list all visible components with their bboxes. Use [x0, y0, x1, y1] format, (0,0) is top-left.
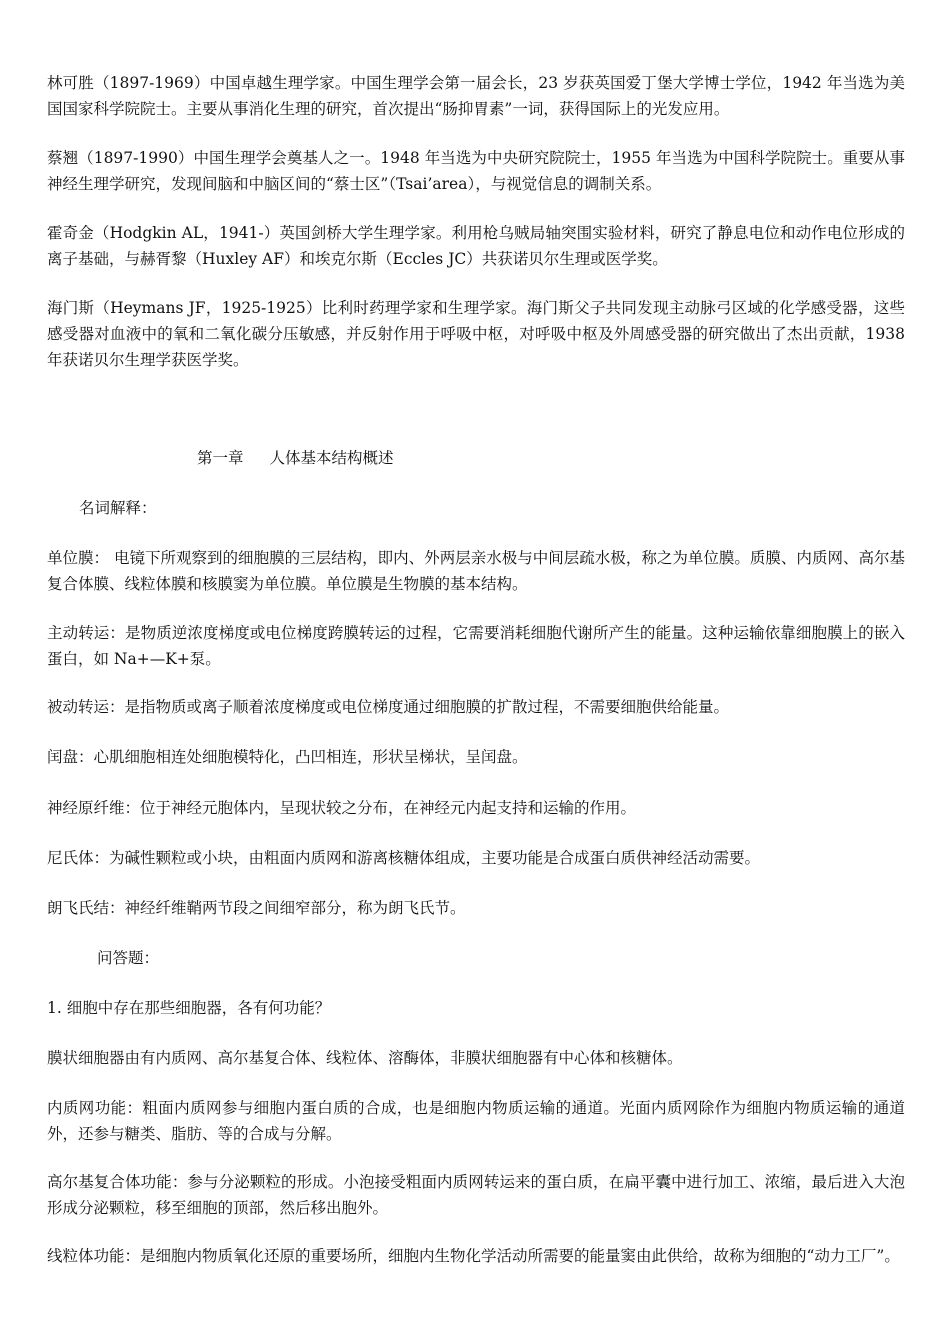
- qa-heading: 问答题：: [97, 949, 160, 967]
- qa-answer-organelles: 膜状细胞器由有内质网、高尔基复合体、线粒体、溶酶体，非膜状细胞器有中心体和核糖体。: [47, 1049, 683, 1067]
- term-unit-membrane: 单位膜： 电镜下所观察到的细胞膜的三层结构，即内、外两层亲水极与中间层疏水极，称之为单位膜。质膜、内质网、高尔基复合体膜、线粒体膜和核膜窦为单位膜。单位膜是生物膜的基本结构。: [47, 549, 905, 593]
- bio-paragraph-lin-kesheng: 林可胜（1897-1969）中国卓越生理学家。中国生理学会第一届会长，23 岁获英国爱丁堡大学博士学位，1942 年当选为美国国家科学院院士。主要从事消化生理的研究，首次提出“肠抑胃素”一词，获得国际上的光发应用。: [47, 74, 905, 118]
- qa-answer-er: 内质网功能：粗面内质网参与细胞内蛋白质的合成，也是细胞内物质运输的通道。光面内质网除作为细胞内物质运输的通道外，还参与糖类、脂肪、等的合成与分解。: [47, 1099, 905, 1143]
- qa-answer-mitochondria: 线粒体功能：是细胞内物质氧化还原的重要场所，细胞内生物化学活动所需要的能量窦由此供给，故称为细胞的“动力工厂”。: [47, 1247, 900, 1265]
- term-passive-transport: 被动转运：是指物质或离子顺着浓度梯度或电位梯度通过细胞膜的扩散过程，不需要细胞供给能量。: [47, 698, 730, 716]
- term-intercalated-disc: 闰盘：心肌细胞相连处细胞模特化，凸凹相连，形状呈梯状，呈闰盘。: [47, 748, 528, 766]
- term-neurofibril: 神经原纤维：位于神经元胞体内，呈现状较之分布，在神经元内起支持和运输的作用。: [47, 799, 637, 817]
- bio-paragraph-cai-qiao: 蔡翘（1897-1990）中国生理学会奠基人之一。1948 年当选为中央研究院院士，1955 年当选为中国科学院院士。重要从事神经生理学研究，发现间脑和中脑区间的“蔡士区”（Tsai’area），与视觉信息的调制关系。: [47, 149, 905, 193]
- bio-paragraph-heymans: 海门斯（Heymans JF，1925-1925）比利时药理学家和生理学家。海门斯父子共同发现主动脉弓区域的化学感受器，这些感受器对血液中的氧和二氧化碳分压敏感，并反射作用于呼吸中枢，对呼吸中枢及外周感受器的研究做出了杰出贡献，1938 年获诺贝尔生理学获医学奖。: [47, 299, 905, 369]
- term-active-transport: 主动转运：是物质逆浓度梯度或电位梯度跨膜转运的过程，它需要消耗细胞代谢所产生的能量。这种运输依靠细胞膜上的嵌入蛋白，如 Na+—K+泵。: [47, 624, 905, 668]
- qa-answer-golgi: 高尔基复合体功能：参与分泌颗粒的形成。小泡接受粗面内质网转运来的蛋白质，在扁平囊中进行加工、浓缩，最后进入大泡形成分泌颗粒，移至细胞的顶部，然后移出胞外。: [47, 1173, 905, 1217]
- bio-paragraph-hodgkin: 霍奇金（Hodgkin AL，1941-）英国剑桥大学生理学家。利用枪乌贼局轴突围实验材料，研究了静息电位和动作电位形成的离子基础，与赫胥黎（Huxley AF）和埃克尔斯（Eccles JC）共获诺贝尔生理或医学奖。: [47, 224, 905, 268]
- qa-question-1: 1. 细胞中存在那些细胞器，各有何功能？: [47, 999, 331, 1017]
- term-nissl-body: 尼氏体：为碱性颗粒或小块，由粗面内质网和游离核糖体组成，主要功能是合成蛋白质供神经活动需要。: [47, 849, 761, 867]
- chapter-title: 人体基本结构概述: [269, 449, 394, 467]
- term-node-of-ranvier: 朗飞氏结：神经纤维鞘两节段之间细窄部分，称为朗飞氏节。: [47, 899, 466, 917]
- chapter-number: 第一章: [197, 449, 244, 467]
- chapter-heading: [197, 445, 394, 471]
- terms-heading: 名词解释：: [79, 499, 157, 517]
